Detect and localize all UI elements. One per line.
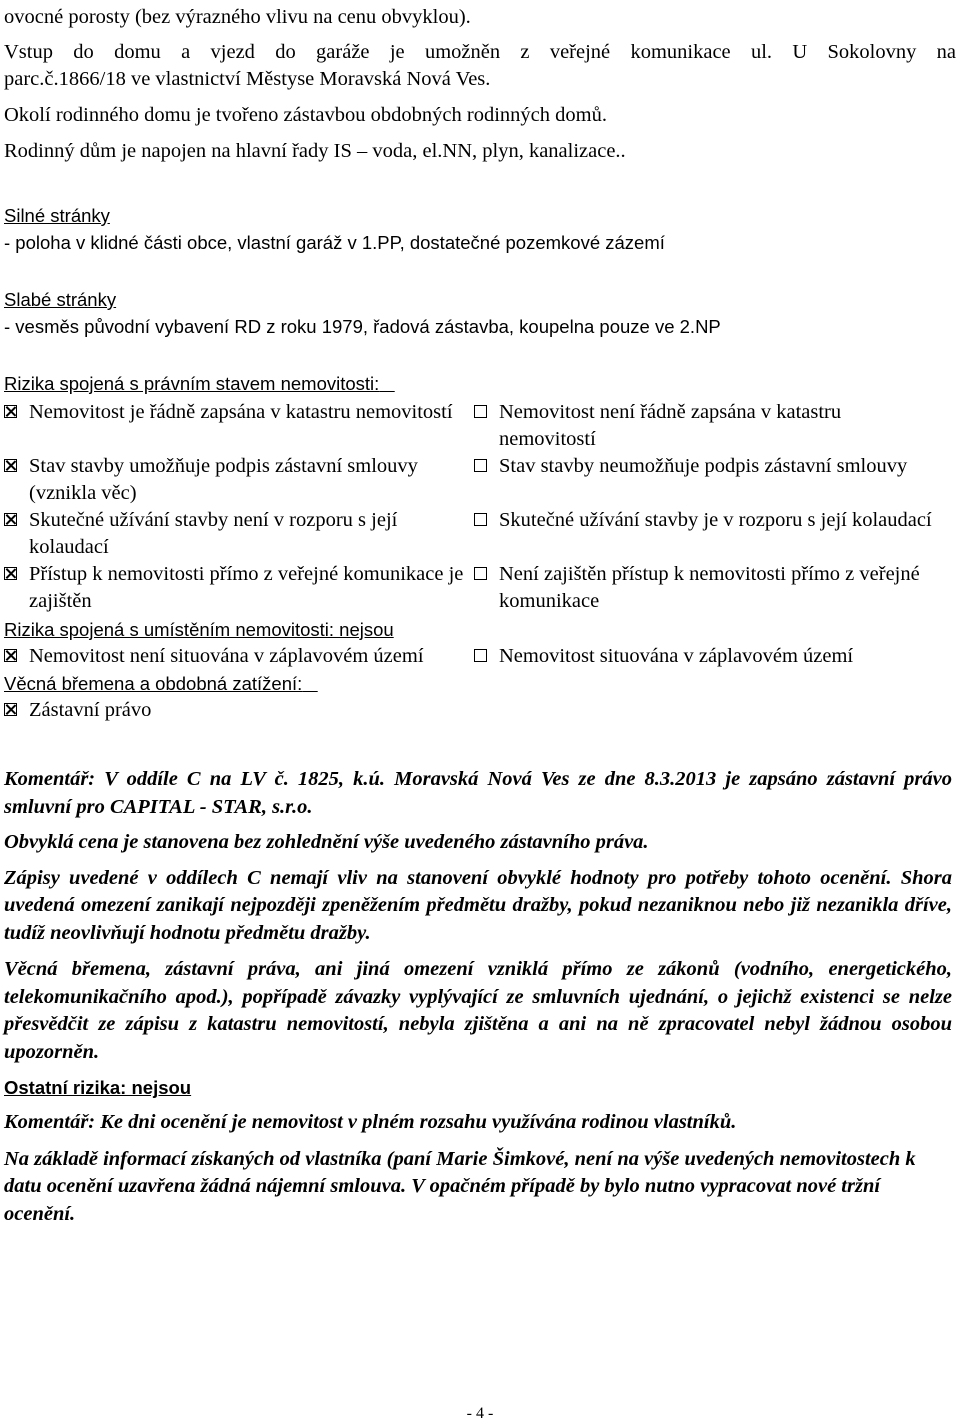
unchecked-box-icon[interactable] — [474, 459, 487, 472]
comment-records: Zápisy uvedené v oddílech C nemají vliv na stanovení obvyklé hodnoty pro potřeby tohoto ocenění. Shora uvedená omezení zanikají nejpozději zpeněžením předmětu dražby, pokud nezaniknou nebo již nezanikla dříve, tudíž neovlivňují hodnotu předmětu dražby. — [4, 866, 952, 944]
unchecked-box-icon[interactable] — [474, 513, 487, 526]
weaknesses-heading: Slabé stránky — [4, 289, 117, 310]
legal-risks-checklist — [4, 399, 956, 615]
location-risk-left: Nemovitost není situována v záplavovém území — [4, 643, 474, 670]
comment-price-basis: Obvyklá cena je stanovena bez zohlednění výše uvedeného zástavního práva. — [4, 831, 649, 853]
checked-box-icon[interactable] — [4, 405, 17, 418]
location-risk-right: Nemovitost situována v záplavovém území — [474, 643, 936, 670]
legal-risk-right-3: Skutečné užívání stavby je v rozporu s její kolaudací — [474, 507, 936, 561]
legal-risk-left-2: Stav stavby umožňuje podpis zástavní smlouvy (vznikla věc) — [4, 453, 474, 507]
checked-box-icon[interactable] — [4, 459, 17, 472]
strengths-heading: Silné stránky — [4, 205, 110, 226]
legal-risk-right-2: Stav stavby neumožňuje podpis zástavní smlouvy — [474, 453, 936, 507]
unchecked-box-icon[interactable] — [474, 649, 487, 662]
legal-risk-left-4: Přístup k nemovitosti přímo z veřejné komunikace je zajištěn — [4, 561, 474, 615]
legal-risk-left-3: Skutečné užívání stavby není v rozporu s její kolaudací — [4, 507, 474, 561]
checked-box-icon[interactable] — [4, 649, 17, 662]
intro-line-4: Okolí rodinného domu je tvořeno zástavbou obdobných rodinných domů. — [4, 104, 607, 126]
checked-box-icon[interactable] — [4, 703, 17, 716]
page-number: - 4 - — [466, 1405, 494, 1422]
comment-lease: Na základě informací získaných od vlastníka (paní Marie Šimkové, není na výše uvedených nemovitostech k datu ocenění uzavřena žádná nájemní smlouva. V opačném případě by bylo nutno vypracovat nové tržní ocenění. — [4, 1147, 916, 1225]
legal-risk-right-1: Nemovitost není řádně zapsána v katastru nemovitostí — [474, 399, 936, 453]
comment-easements: Věcná břemena, zástavní práva, ani jiná omezení vzniklá přímo ze zákonů (vodního, energetického, telekomunikačního apod.), popřípadě závazky vyplývající ze smluvních ujednání, o jejichž existenci se nelze přesvědčit ze zápisu z katastru nemovitostí, nebyla zjištěna a ani na ně zpracovatel nebyl žádnou osobou upozorněn. — [4, 958, 952, 1063]
strengths-text: - poloha v klidné části obce, vlastní garáž v 1.PP, dostatečné pozemkové zázemí — [4, 232, 665, 253]
location-risks-checklist — [4, 643, 956, 670]
intro-line-5: Rodinný dům je napojen na hlavní řady IS – voda, el.NN, plyn, kanalizace.. — [4, 140, 626, 162]
legal-risks-heading: Rizika spojená s právním stavem nemovitosti: — [4, 373, 380, 394]
easement-item: Zástavní právo — [4, 697, 956, 724]
unchecked-box-icon[interactable] — [474, 567, 487, 580]
checked-box-icon[interactable] — [4, 513, 17, 526]
unchecked-box-icon[interactable] — [474, 405, 487, 418]
intro-line-1: ovocné porosty (bez výrazného vlivu na cenu obvyklou). — [4, 6, 471, 28]
legal-risk-right-4: Není zajištěn přístup k nemovitosti přímo z veřejné komunikace — [474, 561, 936, 615]
intro-line-3: parc.č.1866/18 ve vlastnictví Městyse Moravská Nová Ves. — [4, 68, 491, 90]
weaknesses-text: - vesměs původní vybavení RD z roku 1979, řadová zástavba, koupelna pouze ve 2.NP — [4, 316, 721, 337]
comment-usage: Komentář: Ke dni ocenění je nemovitost v plném rozsahu využívána rodinou vlastníků. — [4, 1111, 737, 1133]
easements-heading: Věcná břemena a obdobná zatížení: — [4, 673, 303, 694]
location-risks-heading: Rizika spojená s umístěním nemovitosti: nejsou — [4, 619, 394, 640]
checked-box-icon[interactable] — [4, 567, 17, 580]
legal-risk-left-1: Nemovitost je řádně zapsána v katastru nemovitostí — [4, 399, 474, 453]
comment-lien: Komentář: V oddíle C na LV č. 1825, k.ú. Moravská Nová Ves ze dne 8.3.2013 je zapsáno zástavní právo smluvní pro CAPITAL - STAR, s.r.o. — [4, 768, 952, 818]
other-risks-heading: Ostatní rizika: nejsou — [4, 1077, 192, 1098]
intro-line-2: Vstup do domu a vjezd do garáže je umožněn z veřejné komunikace ul. U Sokolovny na — [4, 41, 956, 63]
